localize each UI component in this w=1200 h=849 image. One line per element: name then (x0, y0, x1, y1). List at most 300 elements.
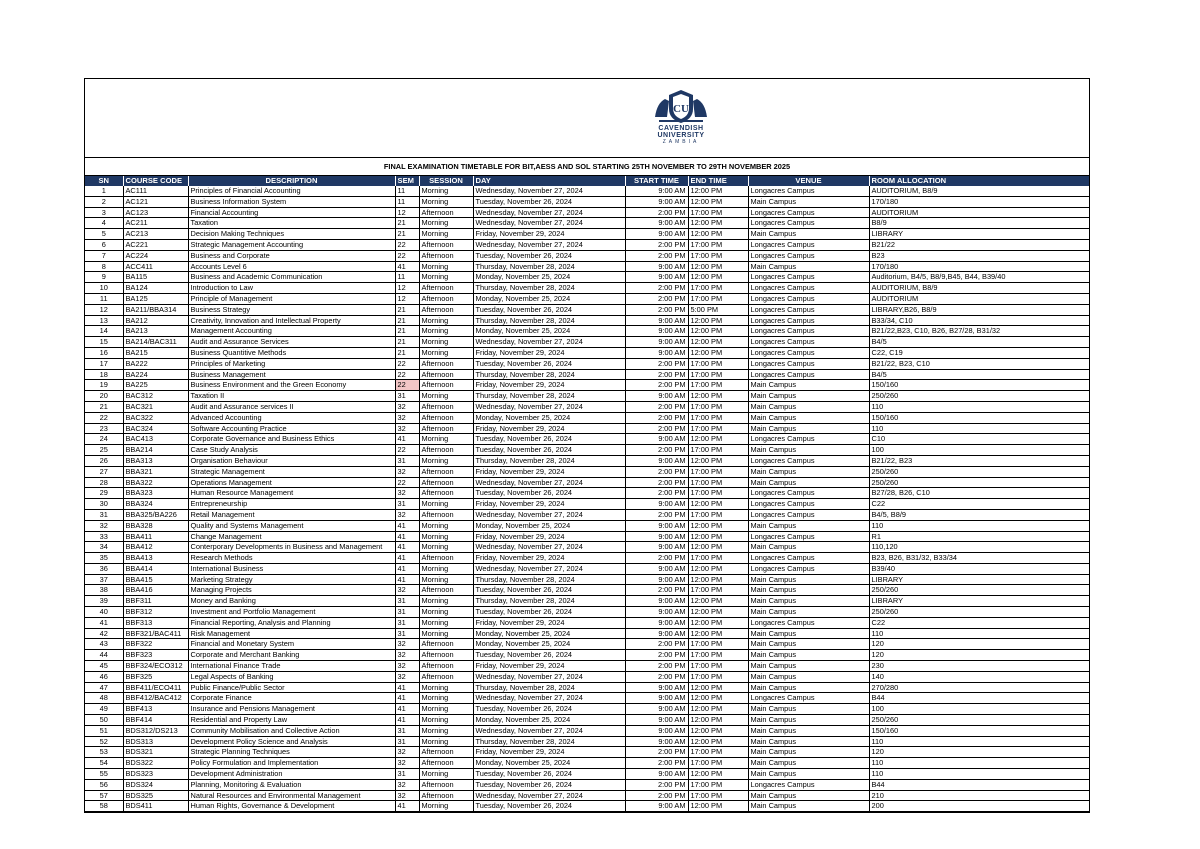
cell-end-time: 17:00 PM (688, 401, 748, 412)
cell-session: Afternoon (419, 488, 473, 499)
cell-end-time: 12:00 PM (688, 218, 748, 229)
cell-description: Business and Corporate (188, 250, 395, 261)
cell-course-code: AC121 (123, 196, 188, 207)
cell-day: Friday, November 29, 2024 (473, 553, 625, 564)
cell-start-time: 9:00 AM (625, 607, 688, 618)
cell-sn: 42 (85, 628, 123, 639)
table-row (85, 725, 1089, 736)
cell-sem: 21 (395, 326, 419, 337)
cell-course-code: BA213 (123, 326, 188, 337)
cell-end-time: 17:00 PM (688, 661, 748, 672)
cell-sem: 31 (395, 607, 419, 618)
cell-room-allocation: 170/180 (869, 261, 1089, 272)
cell-session: Morning (419, 704, 473, 715)
cell-description: Business Management (188, 369, 395, 380)
cell-venue: Longacres Campus (748, 337, 869, 348)
cell-venue: Main Campus (748, 445, 869, 456)
cell-room-allocation: B23, B26, B31/32, B33/34 (869, 553, 1089, 564)
cell-end-time: 12:00 PM (688, 531, 748, 542)
cell-sem: 12 (395, 293, 419, 304)
table-row (85, 531, 1089, 542)
cell-end-time: 17:00 PM (688, 207, 748, 218)
cell-session: Morning (419, 715, 473, 726)
table-row (85, 585, 1089, 596)
cell-start-time: 9:00 AM (625, 520, 688, 531)
cell-venue: Longacres Campus (748, 358, 869, 369)
cell-course-code: BBA411 (123, 531, 188, 542)
cell-sem: 32 (395, 779, 419, 790)
cell-sem: 32 (395, 585, 419, 596)
cell-start-time: 2:00 PM (625, 423, 688, 434)
cell-end-time: 12:00 PM (688, 725, 748, 736)
cell-end-time: 12:00 PM (688, 196, 748, 207)
cell-sem: 31 (395, 736, 419, 747)
cell-end-time: 12:00 PM (688, 326, 748, 337)
cell-session: Morning (419, 326, 473, 337)
cell-start-time: 9:00 AM (625, 229, 688, 240)
cell-end-time: 12:00 PM (688, 455, 748, 466)
cell-sn: 28 (85, 477, 123, 488)
cell-description: Strategic Management (188, 466, 395, 477)
cell-venue: Longacres Campus (748, 304, 869, 315)
cell-course-code: BBF324/ECO312 (123, 661, 188, 672)
cell-venue: Longacres Campus (748, 207, 869, 218)
cell-end-time: 12:00 PM (688, 391, 748, 402)
cell-description: Accounts Level 6 (188, 261, 395, 272)
cell-venue: Longacres Campus (748, 369, 869, 380)
cell-start-time: 9:00 AM (625, 596, 688, 607)
cell-end-time: 12:00 PM (688, 693, 748, 704)
cell-sn: 47 (85, 682, 123, 693)
cell-sn: 37 (85, 574, 123, 585)
cell-sn: 15 (85, 337, 123, 348)
cell-sn: 22 (85, 412, 123, 423)
cell-sem: 41 (395, 520, 419, 531)
cell-session: Morning (419, 261, 473, 272)
cell-start-time: 9:00 AM (625, 801, 688, 812)
cell-sn: 57 (85, 790, 123, 801)
cell-venue: Main Campus (748, 682, 869, 693)
cell-venue: Longacres Campus (748, 326, 869, 337)
cell-venue: Main Campus (748, 769, 869, 780)
cell-start-time: 2:00 PM (625, 671, 688, 682)
cell-venue: Longacres Campus (748, 617, 869, 628)
cell-description: Audit and Assurance services II (188, 401, 395, 412)
cell-session: Morning (419, 347, 473, 358)
cell-day: Wednesday, November 27, 2024 (473, 693, 625, 704)
cell-day: Tuesday, November 26, 2024 (473, 779, 625, 790)
table-row (85, 704, 1089, 715)
cell-sem: 32 (395, 488, 419, 499)
cell-sem: 21 (395, 229, 419, 240)
cell-sn: 53 (85, 747, 123, 758)
cell-session: Afternoon (419, 779, 473, 790)
cell-session: Morning (419, 218, 473, 229)
table-row (85, 337, 1089, 348)
cell-course-code: BBA416 (123, 585, 188, 596)
cell-sn: 45 (85, 661, 123, 672)
cell-sem: 41 (395, 531, 419, 542)
cell-sn: 34 (85, 542, 123, 553)
cell-end-time: 17:00 PM (688, 250, 748, 261)
cell-sem: 31 (395, 628, 419, 639)
logo-text-line1: CAVENDISH (658, 125, 704, 132)
cell-session: Morning (419, 574, 473, 585)
cell-room-allocation: B4/5, B8/9 (869, 509, 1089, 520)
table-row (85, 477, 1089, 488)
cell-session: Afternoon (419, 747, 473, 758)
cell-room-allocation: 100 (869, 704, 1089, 715)
cell-description: Human Resource Management (188, 488, 395, 499)
cell-room-allocation: 110 (869, 423, 1089, 434)
cell-start-time: 9:00 AM (625, 391, 688, 402)
cell-day: Wednesday, November 27, 2024 (473, 509, 625, 520)
table-row (85, 639, 1089, 650)
cell-course-code: BBA324 (123, 499, 188, 510)
cell-sn: 56 (85, 779, 123, 790)
cell-course-code: BBA325/BA226 (123, 509, 188, 520)
cell-room-allocation: B4/5 (869, 369, 1089, 380)
cell-day: Tuesday, November 26, 2024 (473, 488, 625, 499)
table-row (85, 661, 1089, 672)
cell-sn: 10 (85, 283, 123, 294)
cell-description: Money and Banking (188, 596, 395, 607)
cell-description: Planning, Monitoring & Evaluation (188, 779, 395, 790)
cell-start-time: 2:00 PM (625, 758, 688, 769)
cell-description: Decision Making Techniques (188, 229, 395, 240)
cell-sem: 32 (395, 758, 419, 769)
cell-start-time: 2:00 PM (625, 304, 688, 315)
cell-day: Friday, November 29, 2024 (473, 466, 625, 477)
cell-room-allocation: 110 (869, 520, 1089, 531)
cell-start-time: 2:00 PM (625, 412, 688, 423)
cell-venue: Main Campus (748, 466, 869, 477)
cell-description: Human Rights, Governance & Development (188, 801, 395, 812)
cell-course-code: BAC322 (123, 412, 188, 423)
table-row (85, 509, 1089, 520)
cell-room-allocation: 110 (869, 628, 1089, 639)
cell-sem: 41 (395, 542, 419, 553)
cell-room-allocation: AUDITORIUM, B8/9 (869, 283, 1089, 294)
cell-start-time: 9:00 AM (625, 272, 688, 283)
cell-description: Research Methods (188, 553, 395, 564)
cell-course-code: BBF412/BAC412 (123, 693, 188, 704)
cell-course-code: BBF312 (123, 607, 188, 618)
cell-venue: Main Campus (748, 725, 869, 736)
cell-day: Wednesday, November 27, 2024 (473, 207, 625, 218)
cell-room-allocation: 110 (869, 769, 1089, 780)
cell-day: Wednesday, November 27, 2024 (473, 239, 625, 250)
cell-sn: 20 (85, 391, 123, 402)
cell-description: Conterporary Developments in Business and Management (188, 542, 395, 553)
cell-room-allocation: B44 (869, 779, 1089, 790)
cell-venue: Longacres Campus (748, 779, 869, 790)
cell-room-allocation: 110,120 (869, 542, 1089, 553)
cell-day: Monday, November 25, 2024 (473, 326, 625, 337)
cell-course-code: BBF413 (123, 704, 188, 715)
cell-description: Corporate Finance (188, 693, 395, 704)
cell-venue: Main Campus (748, 261, 869, 272)
cell-room-allocation: LIBRARY (869, 596, 1089, 607)
cell-description: Change Management (188, 531, 395, 542)
cell-description: Financial and Monetary System (188, 639, 395, 650)
cell-session: Afternoon (419, 401, 473, 412)
cell-description: Business Environment and the Green Economy (188, 380, 395, 391)
table-row (85, 261, 1089, 272)
cell-end-time: 17:00 PM (688, 412, 748, 423)
cell-start-time: 9:00 AM (625, 455, 688, 466)
cell-venue: Longacres Campus (748, 283, 869, 294)
cell-sem: 21 (395, 315, 419, 326)
cell-room-allocation: B21/22,B23, C10, B26, B27/28, B31/32 (869, 326, 1089, 337)
cell-description: Development Policy Science and Analysis (188, 736, 395, 747)
table-row (85, 736, 1089, 747)
cell-venue: Longacres Campus (748, 250, 869, 261)
cell-start-time: 9:00 AM (625, 704, 688, 715)
cell-course-code: BDS321 (123, 747, 188, 758)
table-row (85, 682, 1089, 693)
cell-room-allocation: 270/280 (869, 682, 1089, 693)
cell-start-time: 9:00 AM (625, 218, 688, 229)
cell-venue: Main Campus (748, 747, 869, 758)
cell-session: Afternoon (419, 250, 473, 261)
table-row (85, 315, 1089, 326)
cell-description: Risk Management (188, 628, 395, 639)
cell-course-code: ACC411 (123, 261, 188, 272)
cell-start-time: 2:00 PM (625, 779, 688, 790)
cell-venue: Longacres Campus (748, 488, 869, 499)
cell-description: Legal Aspects of Banking (188, 671, 395, 682)
cell-end-time: 12:00 PM (688, 499, 748, 510)
cell-sem: 21 (395, 337, 419, 348)
cell-venue: Longacres Campus (748, 239, 869, 250)
cell-description: Business Strategy (188, 304, 395, 315)
cell-day: Thursday, November 28, 2024 (473, 455, 625, 466)
cell-description: Corporate Governance and Business Ethics (188, 434, 395, 445)
cell-end-time: 17:00 PM (688, 671, 748, 682)
cell-sn: 13 (85, 315, 123, 326)
cell-sn: 52 (85, 736, 123, 747)
header-sn: SN (85, 176, 123, 186)
cell-session: Morning (419, 391, 473, 402)
cell-description: Development Administration (188, 769, 395, 780)
cell-start-time: 9:00 AM (625, 682, 688, 693)
cell-venue: Main Campus (748, 574, 869, 585)
cell-course-code: BDS323 (123, 769, 188, 780)
cell-sn: 4 (85, 218, 123, 229)
cell-venue: Main Campus (748, 758, 869, 769)
table-row (85, 650, 1089, 661)
cell-start-time: 9:00 AM (625, 725, 688, 736)
cell-day: Wednesday, November 27, 2024 (473, 186, 625, 196)
cell-day: Friday, November 29, 2024 (473, 380, 625, 391)
cell-sn: 25 (85, 445, 123, 456)
cell-sn: 14 (85, 326, 123, 337)
cell-sn: 27 (85, 466, 123, 477)
cell-course-code: BBA323 (123, 488, 188, 499)
table-row (85, 553, 1089, 564)
cell-sn: 50 (85, 715, 123, 726)
cell-session: Morning (419, 682, 473, 693)
cell-session: Morning (419, 607, 473, 618)
cell-description: Public Finance/Public Sector (188, 682, 395, 693)
cell-description: Marketing Strategy (188, 574, 395, 585)
cell-day: Thursday, November 28, 2024 (473, 315, 625, 326)
cell-course-code: BBF414 (123, 715, 188, 726)
cell-venue: Main Campus (748, 412, 869, 423)
cell-day: Friday, November 29, 2024 (473, 617, 625, 628)
cell-room-allocation: 150/160 (869, 412, 1089, 423)
cell-day: Tuesday, November 26, 2024 (473, 704, 625, 715)
cell-room-allocation: Auditorium, B4/5, B8/9,B45, B44, B39/40 (869, 272, 1089, 283)
cell-start-time: 2:00 PM (625, 553, 688, 564)
table-row (85, 229, 1089, 240)
cell-sem: 22 (395, 380, 419, 391)
cell-day: Monday, November 25, 2024 (473, 272, 625, 283)
cell-course-code: BA212 (123, 315, 188, 326)
cell-course-code: BBA322 (123, 477, 188, 488)
cell-description: Insurance and Pensions Management (188, 704, 395, 715)
cell-course-code: BAC324 (123, 423, 188, 434)
cell-room-allocation: LIBRARY,B26, B8/9 (869, 304, 1089, 315)
cell-description: Residential and Property Law (188, 715, 395, 726)
logo-text-line3: ZAMBIA (662, 139, 700, 145)
cell-description: Operations Management (188, 477, 395, 488)
cell-description: Community Mobilisation and Collective Action (188, 725, 395, 736)
cell-end-time: 12:00 PM (688, 704, 748, 715)
cell-venue: Longacres Campus (748, 315, 869, 326)
cell-start-time: 9:00 AM (625, 715, 688, 726)
cell-end-time: 12:00 PM (688, 337, 748, 348)
cell-course-code: BDS411 (123, 801, 188, 812)
header-end-time: END TIME (688, 176, 748, 186)
cell-venue: Main Campus (748, 423, 869, 434)
header-venue: VENUE (748, 176, 869, 186)
cell-room-allocation: 200 (869, 801, 1089, 812)
timetable-sheet (84, 78, 1090, 813)
cell-start-time: 2:00 PM (625, 445, 688, 456)
cell-session: Afternoon (419, 304, 473, 315)
cell-description: Financial Reporting, Analysis and Planning (188, 617, 395, 628)
table-row (85, 326, 1089, 337)
cell-end-time: 17:00 PM (688, 553, 748, 564)
cell-venue: Longacres Campus (748, 218, 869, 229)
table-row (85, 671, 1089, 682)
table-row (85, 466, 1089, 477)
table-row (85, 293, 1089, 304)
cell-course-code: BBF313 (123, 617, 188, 628)
cell-end-time: 12:00 PM (688, 628, 748, 639)
cell-session: Morning (419, 596, 473, 607)
cell-session: Morning (419, 186, 473, 196)
cell-sem: 32 (395, 650, 419, 661)
table-row (85, 445, 1089, 456)
cell-room-allocation: 250/260 (869, 585, 1089, 596)
cell-session: Afternoon (419, 585, 473, 596)
cell-sn: 8 (85, 261, 123, 272)
cell-venue: Longacres Campus (748, 499, 869, 510)
cell-venue: Longacres Campus (748, 693, 869, 704)
cell-end-time: 12:00 PM (688, 520, 748, 531)
cell-start-time: 9:00 AM (625, 563, 688, 574)
cell-session: Morning (419, 736, 473, 747)
cell-day: Tuesday, November 26, 2024 (473, 445, 625, 456)
cell-end-time: 12:00 PM (688, 563, 748, 574)
table-row (85, 693, 1089, 704)
cell-end-time: 17:00 PM (688, 509, 748, 520)
cell-course-code: BA215 (123, 347, 188, 358)
cell-venue: Main Campus (748, 661, 869, 672)
cell-sn: 11 (85, 293, 123, 304)
cell-sn: 26 (85, 455, 123, 466)
cell-session: Morning (419, 725, 473, 736)
cell-day: Tuesday, November 26, 2024 (473, 607, 625, 618)
table-row (85, 715, 1089, 726)
cell-day: Wednesday, November 27, 2024 (473, 401, 625, 412)
cell-venue: Main Campus (748, 401, 869, 412)
cell-room-allocation: 150/160 (869, 725, 1089, 736)
cell-description: Investment and Portfolio Management (188, 607, 395, 618)
cell-start-time: 2:00 PM (625, 207, 688, 218)
cell-description: Advanced Accounting (188, 412, 395, 423)
cell-sn: 38 (85, 585, 123, 596)
cell-session: Morning (419, 499, 473, 510)
cell-day: Wednesday, November 27, 2024 (473, 790, 625, 801)
cell-venue: Main Campus (748, 607, 869, 618)
cell-day: Thursday, November 28, 2024 (473, 574, 625, 585)
cell-session: Afternoon (419, 671, 473, 682)
cell-room-allocation: 120 (869, 639, 1089, 650)
cell-room-allocation: B39/40 (869, 563, 1089, 574)
table-row (85, 239, 1089, 250)
cell-end-time: 12:00 PM (688, 715, 748, 726)
cell-description: Corporate and Merchant Banking (188, 650, 395, 661)
table-row (85, 369, 1089, 380)
cell-session: Afternoon (419, 380, 473, 391)
cell-sem: 32 (395, 661, 419, 672)
timetable-table (85, 176, 1089, 812)
cell-start-time: 2:00 PM (625, 477, 688, 488)
cell-course-code: BBF322 (123, 639, 188, 650)
cell-course-code: AC123 (123, 207, 188, 218)
cell-sem: 41 (395, 434, 419, 445)
cell-room-allocation: B21/22, B23, C10 (869, 358, 1089, 369)
cell-sem: 22 (395, 445, 419, 456)
cell-venue: Longacres Campus (748, 434, 869, 445)
cell-start-time: 9:00 AM (625, 531, 688, 542)
cell-course-code: BBA313 (123, 455, 188, 466)
cell-session: Morning (419, 617, 473, 628)
cell-room-allocation: B21/22 (869, 239, 1089, 250)
cell-sem: 22 (395, 477, 419, 488)
cell-end-time: 17:00 PM (688, 477, 748, 488)
table-row (85, 401, 1089, 412)
cell-sn: 16 (85, 347, 123, 358)
cell-course-code: BAC413 (123, 434, 188, 445)
cell-sn: 1 (85, 186, 123, 196)
cell-end-time: 17:00 PM (688, 758, 748, 769)
cell-sem: 11 (395, 272, 419, 283)
cell-end-time: 5:00 PM (688, 304, 748, 315)
header-course-code: COURSE CODE (123, 176, 188, 186)
cell-day: Monday, November 25, 2024 (473, 715, 625, 726)
cell-course-code: BAC321 (123, 401, 188, 412)
cell-course-code: BBA413 (123, 553, 188, 564)
cell-course-code: BBF321/BAC411 (123, 628, 188, 639)
cell-sn: 2 (85, 196, 123, 207)
cell-day: Friday, November 29, 2024 (473, 347, 625, 358)
cell-sn: 7 (85, 250, 123, 261)
